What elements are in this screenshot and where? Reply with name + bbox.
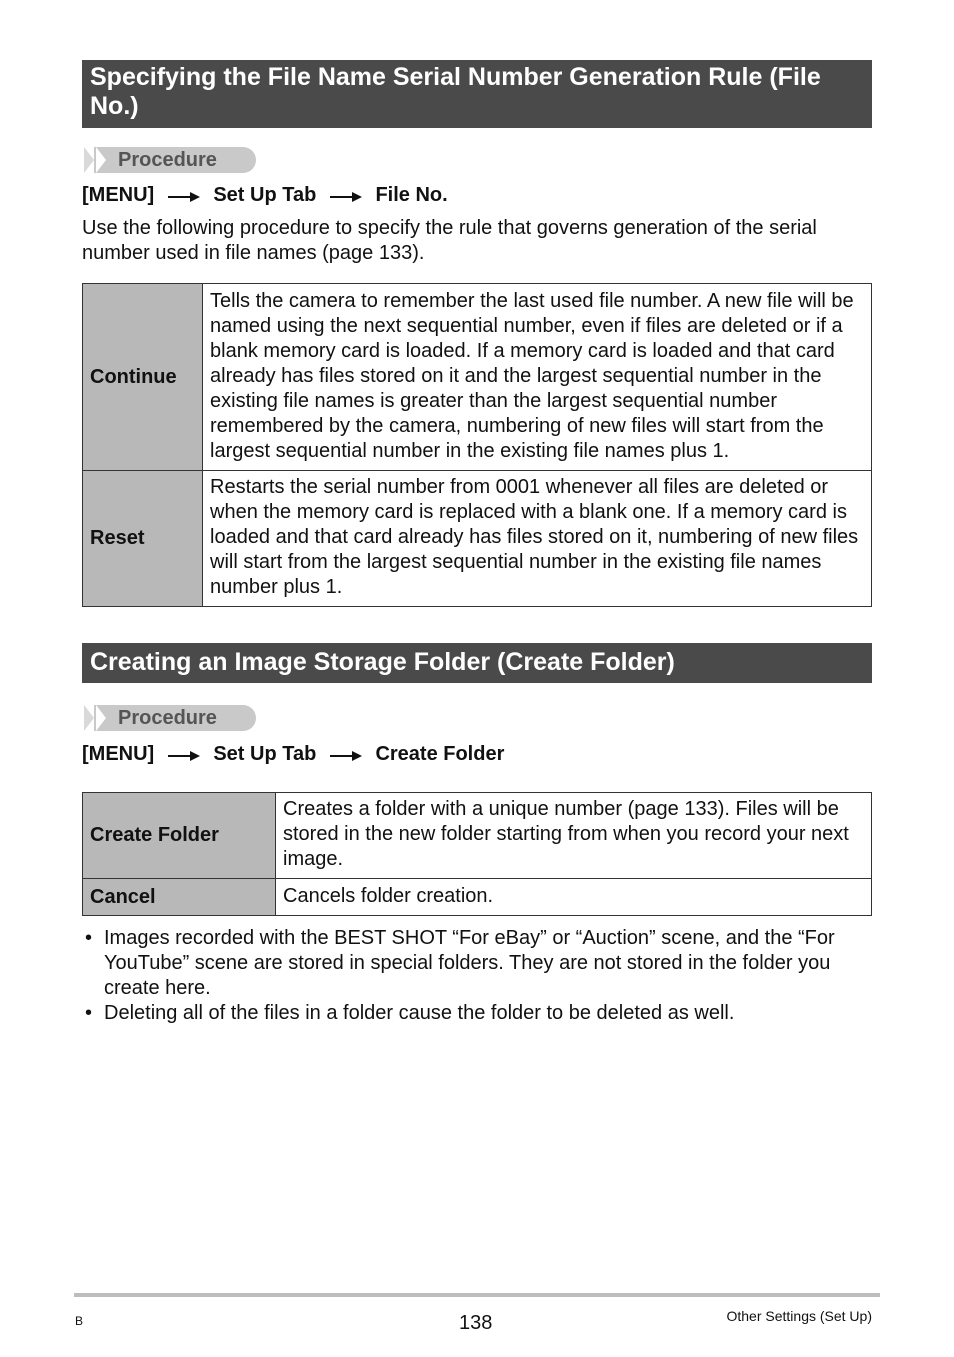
bullet-icon: •	[85, 1002, 93, 1024]
footer-chapter-title: Other Settings (Set Up)	[726, 1308, 872, 1324]
footer-language-code: B	[75, 1314, 84, 1328]
option-description: Tells the camera to remember the last used file number. A new file will be named using the next sequential number, even if files are deleted or if a blank memory card is loaded. If a memory card is loaded and that card already has files stored on it and the largest sequential number in the existing file names is greater than the largest sequential number remembered by the camera, numbering of new files will start from the largest sequential number in the existing file names plus 1.	[203, 284, 872, 471]
procedure-tab-icon	[84, 705, 94, 731]
menu-path	[82, 183, 448, 208]
procedure-badge	[84, 147, 256, 173]
arrow-right-icon	[168, 184, 200, 208]
menu-path-step: Create Folder	[375, 743, 505, 765]
arrow-right-icon	[330, 743, 362, 767]
menu-path-step: [MENU]	[82, 184, 155, 206]
table-row	[83, 879, 872, 916]
menu-path-step: Set Up Tab	[213, 184, 317, 206]
option-description: Restarts the serial number from 0001 whenever all files are deleted or when the memory card is replaced with a blank one. If a memory card is loaded and that card already has files stored on it, numbering of new files will start from the largest sequential number in the existing file names number plus 1.	[203, 471, 872, 607]
section-title-file-no: Specifying the File Name Serial Number Generation Rule (File No.)	[82, 60, 872, 128]
footer-divider	[74, 1293, 880, 1297]
menu-path-step: [MENU]	[82, 743, 155, 765]
file-no-options-table	[82, 283, 872, 607]
table-row	[83, 284, 872, 471]
option-name: Create Folder	[83, 793, 276, 879]
create-folder-options-table	[82, 792, 872, 916]
procedure-tab-icon	[84, 147, 94, 173]
option-name: Cancel	[83, 879, 276, 916]
menu-path-step: Set Up Tab	[213, 743, 317, 765]
option-description: Creates a folder with a unique number (page 133). Files will be stored in the new folder starting from when you record your next image.	[276, 793, 872, 879]
menu-path-step: File No.	[375, 184, 448, 206]
list-item: • Deleting all of the files in a folder cause the folder to be deleted as well.	[85, 1002, 735, 1024]
table-row	[83, 471, 872, 607]
page-number: 138	[459, 1312, 493, 1334]
option-name: Reset	[83, 471, 203, 607]
notes-list	[82, 926, 872, 1026]
intro-paragraph: Use the following procedure to specify the rule that governs generation of the serial number used in file names (page 133).	[82, 217, 817, 264]
bullet-icon: •	[85, 927, 93, 949]
section-title-create-folder: Creating an Image Storage Folder (Create Folder)	[82, 643, 872, 683]
procedure-badge	[84, 705, 256, 731]
list-item: • Images recorded with the BEST SHOT “For eBay” or “Auction” scene, and the “For YouTube” scene are stored in special folders. They are not stored in the folder you create here.	[85, 927, 835, 999]
procedure-label: Procedure	[118, 149, 217, 171]
arrow-right-icon	[330, 184, 362, 208]
option-name: Continue	[83, 284, 203, 471]
procedure-label: Procedure	[118, 707, 217, 729]
table-row	[83, 793, 872, 879]
arrow-right-icon	[168, 743, 200, 767]
menu-path	[82, 742, 504, 767]
option-description: Cancels folder creation.	[276, 879, 872, 916]
